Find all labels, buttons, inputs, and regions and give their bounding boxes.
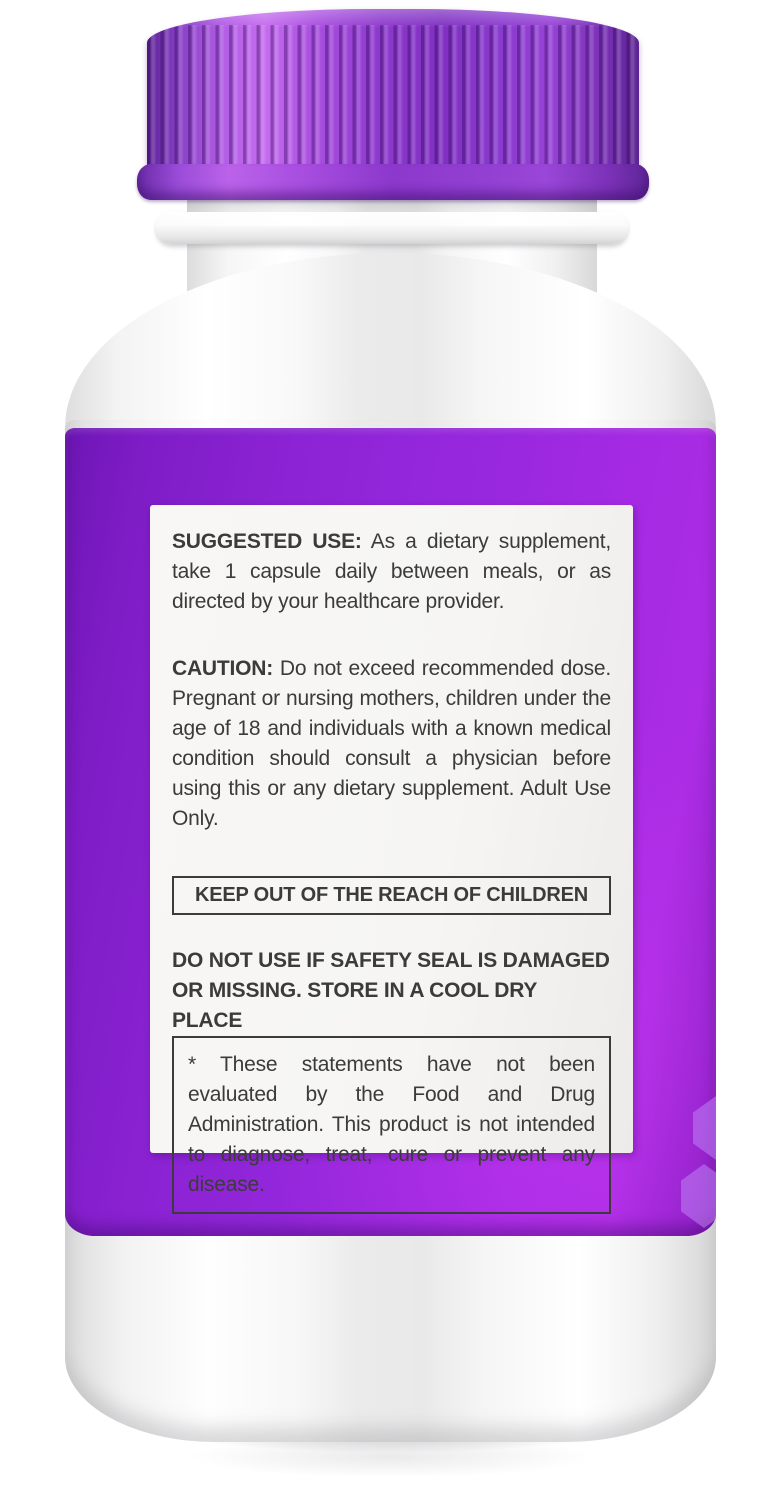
- bottle-shoulder: [65, 253, 716, 443]
- caution-body: Do not exceed recommended dose. Pregnant or nursing mothers, children under the age of 18 and individuals with a known medical condition should consult a physician before using this or any dietary supplement. Adult Use Only.: [172, 657, 611, 830]
- bottle-label: [65, 428, 716, 1236]
- label-info-panel: [150, 505, 633, 1196]
- cap-dome-highlight: [147, 9, 639, 27]
- safety-seal-warning: DO NOT USE IF SAFETY SEAL IS DAMAGED OR MISSING. STORE IN A COOL DRY PLACE: [172, 949, 610, 1032]
- cap-lip: [137, 164, 649, 200]
- bottle-ground-reflection: [120, 1440, 660, 1496]
- bottle-cap: [147, 9, 639, 185]
- cap-ribs-texture: [147, 25, 639, 185]
- caution-heading: CAUTION:: [172, 657, 274, 680]
- hexagon-decoration-icon: [693, 1096, 716, 1160]
- suggested-use-body: As a dietary supplement, take 1 capsule daily between meals, or as directed by your healthcare provider.: [172, 530, 611, 613]
- suggested-use-text: [172, 527, 611, 617]
- keep-out-of-reach-box: KEEP OUT OF THE REACH OF CHILDREN: [172, 876, 611, 915]
- bottle-collar-sheen: [156, 216, 628, 226]
- fda-disclaimer-box: * These statements have not been evaluated by the Food and Drug Administration. This product is not intended to diagnose, treat, cure or prevent any disease.: [172, 1036, 611, 1214]
- suggested-use-heading: SUGGESTED USE:: [172, 530, 362, 553]
- caution-text: [172, 654, 611, 834]
- hexagon-decoration-icon: [681, 1164, 716, 1228]
